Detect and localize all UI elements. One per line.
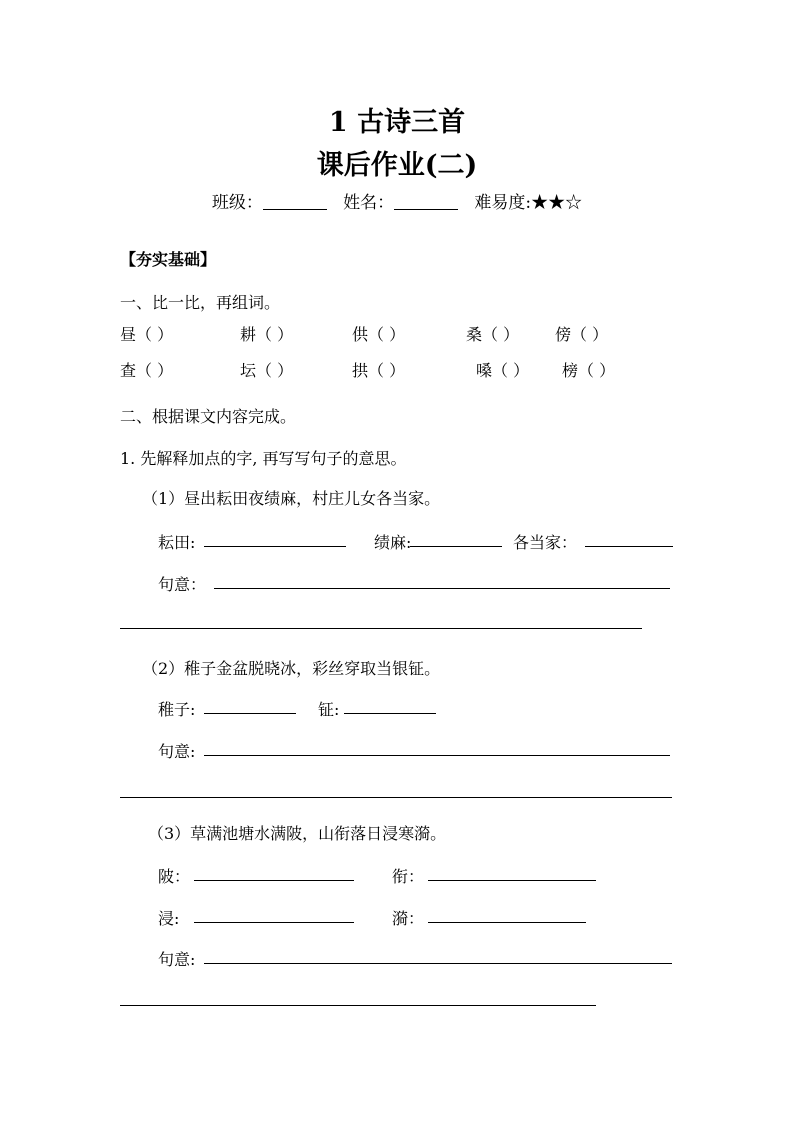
section-title: 【夯实基础】 xyxy=(120,250,217,269)
word-item: 桑（ ） xyxy=(466,325,520,344)
name-label: 姓名： xyxy=(343,193,395,213)
word-item: 拱（ ） xyxy=(352,361,406,380)
student-info-line xyxy=(0,188,794,213)
word-item: 耕（ ） xyxy=(240,325,294,344)
answer-line-yuntian[interactable] xyxy=(204,546,346,547)
poem-line-3: （3）草满池塘水满陂，山衔落日浸寒漪。 xyxy=(148,824,447,843)
answer-line-yi[interactable] xyxy=(428,922,586,923)
word-item: 查（ ） xyxy=(120,361,174,380)
answer-line-zhizi[interactable] xyxy=(204,713,296,714)
page-title: 1 古诗三首 xyxy=(328,107,466,138)
meaning-line-2b[interactable] xyxy=(120,797,672,798)
q2-prompt: 二、根据课文内容完成。 xyxy=(120,407,297,426)
word-label-gedangjia: 各当家： xyxy=(513,533,578,552)
answer-line-jin[interactable] xyxy=(194,922,354,923)
word-label-zhizi: 稚子: xyxy=(158,700,196,719)
difficulty-label: 难易度: xyxy=(474,193,532,213)
word-item: 昼（ ） xyxy=(120,325,174,344)
meaning-label-3: 句意: xyxy=(158,950,196,969)
meaning-line-1a[interactable] xyxy=(214,588,670,589)
q2-sub1: 1. 先解释加点的字, 再写写句子的意思。 xyxy=(120,449,407,468)
answer-line-jima[interactable] xyxy=(410,546,502,547)
meaning-line-1b[interactable] xyxy=(120,628,642,629)
word-label-zheng: 钲: xyxy=(318,700,340,719)
difficulty-stars: ★★☆ xyxy=(531,193,583,213)
meaning-label-2: 句意: xyxy=(158,742,196,761)
poem-line-1: （1）昼出耘田夜绩麻，村庄儿女各当家。 xyxy=(142,489,441,508)
word-label-bei: 陂： xyxy=(158,867,191,886)
meaning-label-1: 句意： xyxy=(158,575,207,594)
meaning-line-3a[interactable] xyxy=(204,963,672,964)
word-label-jin: 浸: xyxy=(158,909,180,928)
word-item: 榜（ ） xyxy=(562,361,616,380)
poem-line-2: （2）稚子金盆脱晓冰，彩丝穿取当银钲。 xyxy=(142,659,441,678)
word-item: 坛（ ） xyxy=(240,361,294,380)
q1-prompt: 一、比一比，再组词。 xyxy=(120,293,281,312)
meaning-line-3b[interactable] xyxy=(120,1005,596,1006)
answer-line-xian[interactable] xyxy=(428,880,596,881)
answer-line-zheng[interactable] xyxy=(344,713,436,714)
answer-line-gedangjia[interactable] xyxy=(585,546,673,547)
word-item: 供（ ） xyxy=(352,325,406,344)
name-blank[interactable] xyxy=(394,192,458,210)
word-item: 嗓（ ） xyxy=(476,361,530,380)
class-label: 班级： xyxy=(211,193,263,213)
page-subtitle: 课后作业(二) xyxy=(316,150,478,181)
word-label-jima: 绩麻: xyxy=(374,533,412,552)
word-item: 傍（ ） xyxy=(555,325,609,344)
word-label-yuntian: 耘田: xyxy=(158,533,196,552)
class-blank[interactable] xyxy=(263,192,327,210)
word-label-xian: 衔： xyxy=(392,867,425,886)
meaning-line-2a[interactable] xyxy=(204,755,670,756)
answer-line-bei[interactable] xyxy=(194,880,354,881)
word-label-yi: 漪： xyxy=(392,909,425,928)
